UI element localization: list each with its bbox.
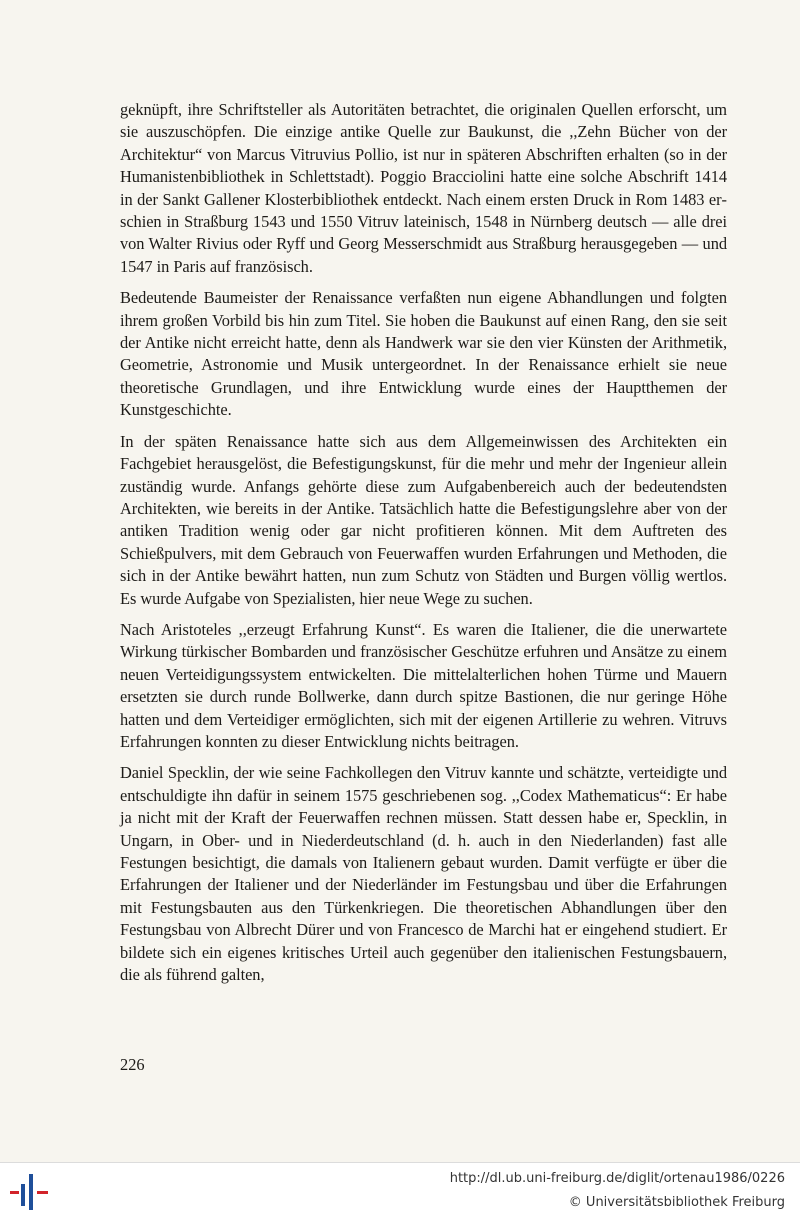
body-text (120, 99, 727, 995)
ub-freiburg-logo-icon (10, 1174, 50, 1210)
copyright-notice: © Universitätsbibliothek Freiburg (568, 1195, 785, 1210)
paragraph-1: geknüpft, ihre Schriftsteller als Autoritäten betrachtet, die originalen Quellen erforscht, um sie auszuschöpfen. Die einzige antike Quelle zur Baukunst, die ,,Zehn Bücher von der Architektur“ von Marcus Vitruvius Pollio, ist nur in späteren Abschriften erhalten (so in der Humanistenbibliothek in Schlettstadt). Poggio Bracciolini hatte eine solche Abschrift 1414 in der Sankt Gallener Klosterbibliothek entdeckt. Nach einem ersten Druck in Rom 1483 erschien in Straßburg 1543 und 1550 Vitruv lateinisch, 1548 in Nürnberg deutsch — alle drei von Walter Rivius oder Ryff und Georg Messerschmidt aus Straßburg herausgegeben — und 1547 in Paris auf französisch. (120, 100, 727, 276)
paragraph-3: In der späten Renaissance hatte sich aus dem Allgemeinwissen des Architekten ein Fachgebiet herausgelöst, die Befestigungskunst, für die mehr und mehr der Ingenieur allein zuständig wurde. Anfangs gehörte diese zum Aufgabenbereich auch der bedeutendsten Architekten, wie bereits in der Antike. Tatsächlich hatte die Befestigungslehre aber von der antiken Tradition wenig oder gar nicht profitieren können. Mit dem Auftreten des Schießpulvers, mit dem Gebrauch von Feuerwaffen wurden Erfahrungen und Methoden, die sich in der Antike bewährt hatten, nun zum Schutz von Städten und Burgen völlig wertlos. Es wurde Aufgabe von Spezialisten, hier neue Wege zu suchen. (120, 431, 727, 608)
source-url-link[interactable]: http://dl.ub.uni-freiburg.de/diglit/ortenau1986/0226 (449, 1171, 785, 1186)
footer-bar (0, 1162, 800, 1221)
paragraph-4: Nach Aristoteles ,,erzeugt Erfahrung Kunst“. Es waren die Italiener, die die unerwartete Wirkung türkischer Bombarden und französischer Geschütze erfuhren und Ansätze zu einem neuen Verteidigungssystem entwickelten. Die mittelalterlichen hohen Türme und Mauern ersetzten sie durch runde Bollwerke, dann durch spitze Bastionen, die nur geringe Höhe hatten und dem Verteidiger ermöglichten, sich mit der eigenen Artillerie zu wehren. Vitruvs Erfahrungen konnten zu dieser Entwicklung nichts beitragen. (120, 619, 727, 751)
paragraph-5: Daniel Specklin, der wie seine Fachkollegen den Vitruv kannte und schätzte, verteidigte und entschuldigte ihn dafür in seinem 1575 geschriebenen sog. ,,Codex Mathematicus“: Er habe ja nicht mit der Kraft der Feuerwaffen rechnen müssen. Statt dessen habe er, Specklin, in Ungarn, in Ober- und in Niederdeutschland (d. h. auch in den Niederlanden) fast alle Festungen besichtigt, die damals von Italienern gebaut wurden. Damit verfügte er über die Erfahrungen der Italiener und der Niederländer im Festungsbau und über die Erfahrungen mit Festungsbauten aus den Türkenkriegen. Die theoretischen Abhandlungen über den Festungsbau von Albrecht Dürer und von Francesco de Marchi hat er eingehend studiert. Er bildete sich ein eigenes kritisches Urteil auch gegenüber den italienischen Festungsbauern, die als führend galten, (120, 763, 727, 985)
page-number: 226 (120, 1055, 145, 1074)
paragraph-2: Bedeutende Baumeister der Renaissance verfaßten nun eigene Abhandlungen und folgten ihrem großen Vorbild bis hin zum Titel. Sie hoben die Baukunst auf einen Rang, den sie seit der Antike nicht erreicht hatte, denn als Handwerk war sie den vier Künsten der Arithmetik, Geometrie, Astronomie und Musik untergeordnet. In der Renaissance erhielt sie neue theoretische Grundlagen, und ihre Entwicklung wurde eines der Hauptthemen der Kunstgeschichte. (120, 288, 727, 420)
